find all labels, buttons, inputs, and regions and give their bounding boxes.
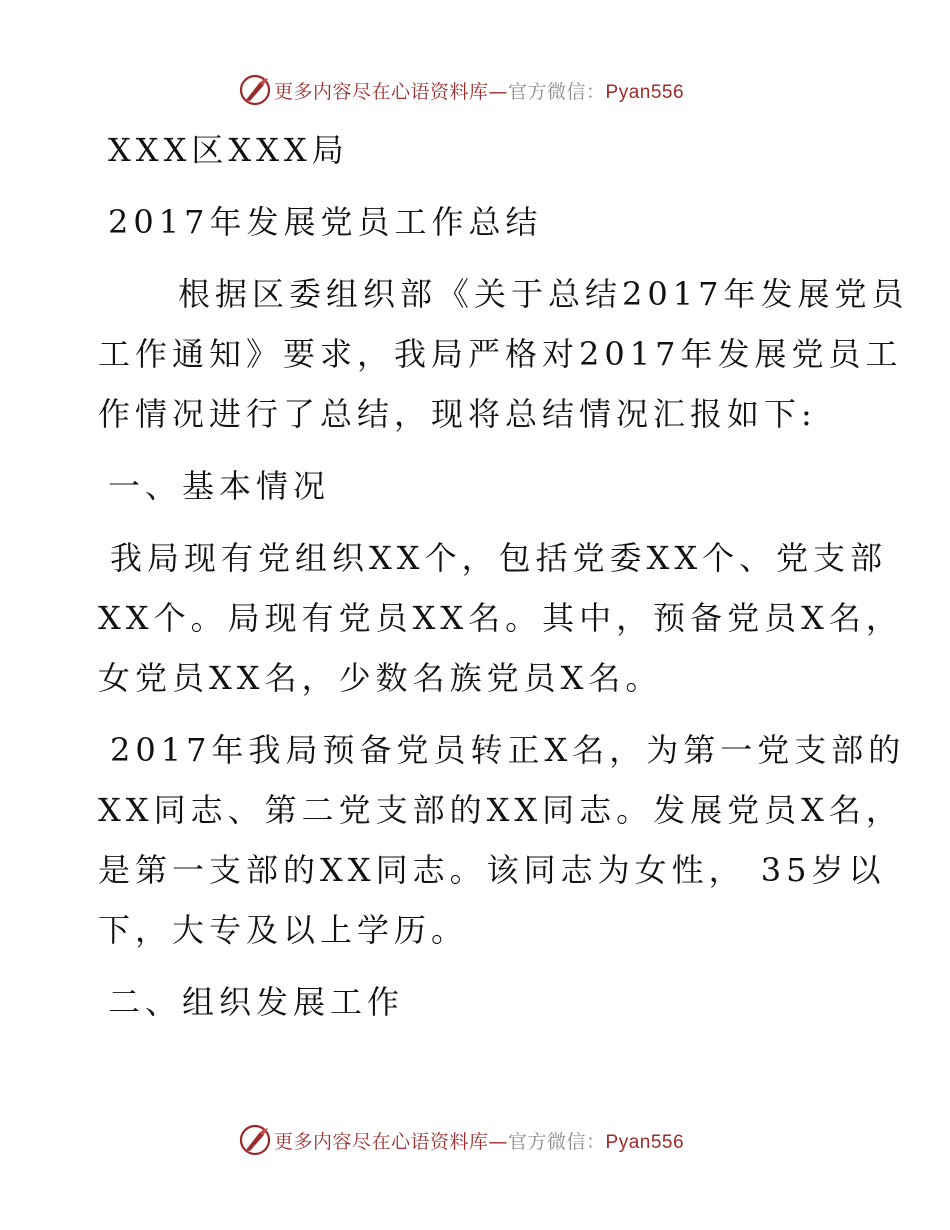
watermark-wechat-label: 官方微信： [508,80,606,103]
paragraph-line: XX同志、第二党支部的XX同志。发展党员X名， [98,791,903,829]
intro-line: 作情况进行了总结，现将总结情况汇报如下: [98,395,817,433]
watermark-footer [238,1120,684,1160]
watermark-wechat-id: Pyan556 [605,81,685,103]
intro-line: 工作通知》要求，我局严格对2017年发展党员工 [98,335,903,373]
intro-paragraph [98,264,909,444]
quill-logo-icon [238,73,272,107]
watermark-text [274,77,684,104]
paragraph-line: 我局现有党组织XX个，包括党委XX个、党支部 [110,539,888,577]
document-title: 2017年发展党员工作总结 [108,203,543,241]
watermark-separator: — [488,1130,509,1153]
section-heading-organization: 二、组织发展工作 [108,983,405,1021]
watermark-main-text: 更多内容尽在心语资料库 [274,80,489,103]
basic-situation-paragraph [98,528,903,708]
paragraph-line: 女党员XX名，少数名族党员X名。 [98,659,663,697]
intro-line: 根据区委组织部《关于总结2017年发展党员 [178,275,909,313]
document-body [98,120,909,1032]
paragraph-line: 下，大专及以上学历。 [98,911,469,949]
watermark-header [238,70,684,110]
watermark-wechat-id: Pyan556 [605,1131,685,1153]
paragraph-line: XX个。局现有党员XX名。其中，预备党员X名， [98,599,903,637]
paragraph-line: 是第一支部的XX同志。该同志为女性， 35岁以 [98,851,886,889]
watermark-main-text: 更多内容尽在心语资料库 [274,1130,489,1153]
org-line: XXX区XXX局 [108,131,349,169]
watermark-wechat-label: 官方微信： [508,1130,606,1153]
member-development-paragraph [98,720,906,960]
quill-logo-icon [238,1123,272,1157]
watermark-separator: — [488,80,509,103]
watermark-text [274,1127,684,1154]
paragraph-line: 2017年我局预备党员转正X名，为第一党支部的 [110,731,906,769]
section-heading-basic: 一、基本情况 [108,467,331,505]
